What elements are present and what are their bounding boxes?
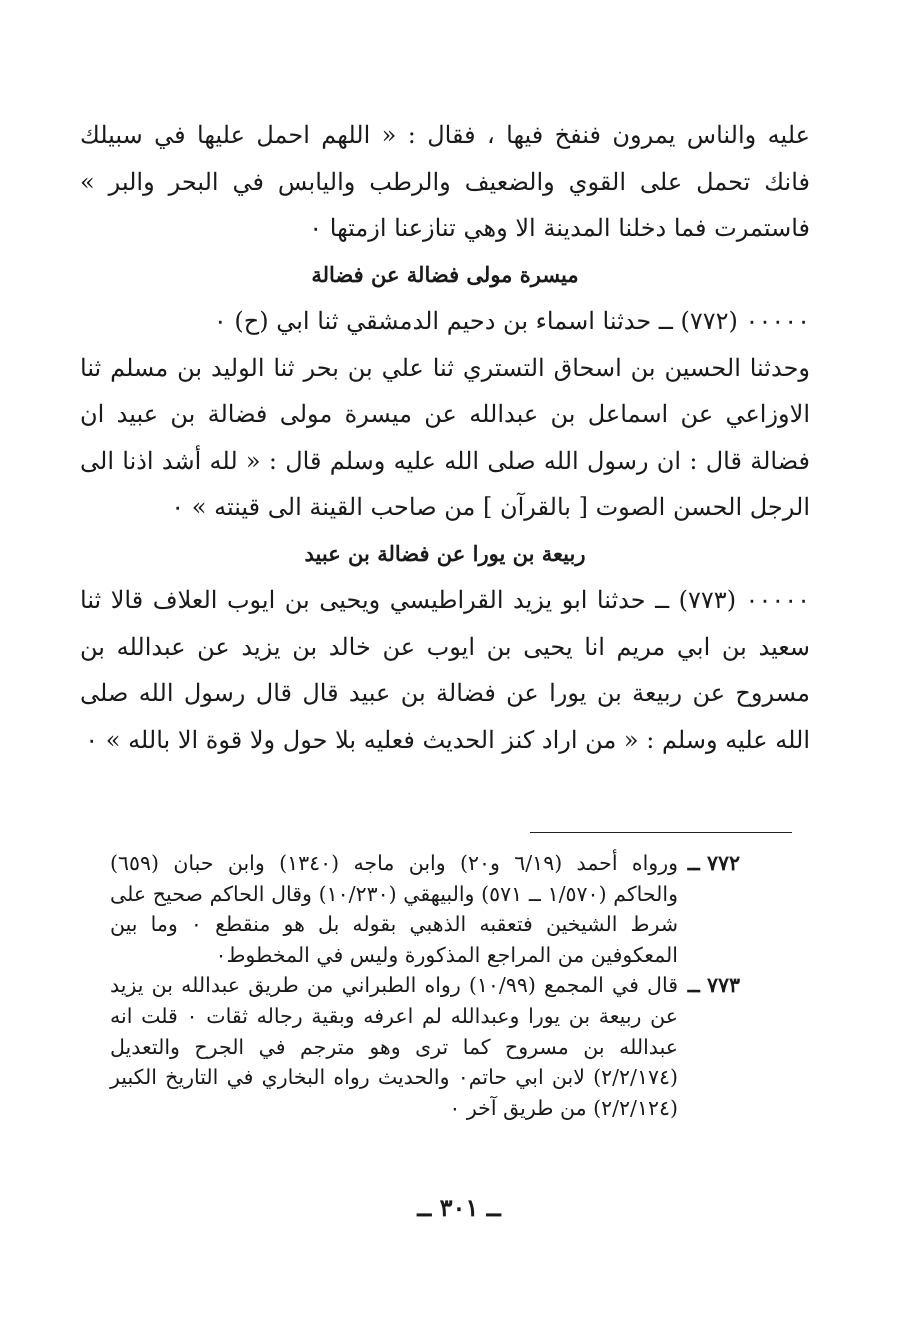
footnote-number: ٧٧٣ ــ bbox=[687, 973, 740, 998]
paragraph-continuation: عليه والناس يمرون فنفخ فيها ، فقال : « اللهم احمل عليها في سبيلك فانك تحمل على القوي والضعيف والرطب واليابس في البحر والبر » فاستمرت فما دخلنا المدينة الا وهي تنازعنا ازمتها ٠ bbox=[80, 121, 810, 242]
hadith-773-text: ٠٠٠٠٠ (٧٧٣) ــ حدثنا ابو يزيد القراطيسي ويحيى بن ايوب العلاف قالا ثنا سعيد بن ابي مريم انا يحيى بن ايوب عن خالد بن يزيد عن عبدالله بن مسروح عن ربيعة بن يورا عن فضالة بن عبيد قال قال رسول الله صلى الله عليه وسلم : « من اراد كنز الحديث فعليه بلا حول ولا قوة الا بالله » ٠ bbox=[80, 586, 810, 754]
footnote-text: قال في المجمع (١٠/٩٩) رواه الطبراني من طريق عبدالله بن يزيد عن ربيعة بن يورا وعبدالله لم اعرفه وبقية رجاله ثقات ٠ قلت انه عبدالله بن مسروح كما ترى وهو مترجم في الجرح والتعديل (٢/٢/١٧٤) لابن ابي حاتم٠ والحديث رواه البخاري في التاريخ الكبير (٢/٢/١٢٤) من طريق آخر ٠ bbox=[110, 973, 678, 1120]
footnote-text: ورواه أحمد (٦/١٩ و٢٠) وابن ماجه (١٣٤٠) وابن حبان (٦٥٩) والحاكم (١/٥٧٠ ــ ٥٧١) والبيهقي (١٠/٢٣٠) وقال الحاكم صحيح على شرط الشيخين فتعقبه الذهبي بقوله بل هو منقطع ٠ وما بين المعكوفين من المراجع المذكورة وليس في المخطوط٠ bbox=[110, 851, 679, 967]
main-text bbox=[80, 112, 810, 763]
section-heading-rabia: ربيعة بن يورا عن فضالة بن عبيد bbox=[304, 540, 586, 566]
footnote-number: ٧٧٢ ــ bbox=[687, 851, 740, 875]
hadith-772-isnad: ٠٠٠٠٠ (٧٧٢) ــ حدثنا اسماء بن دحيم الدمشقي ثنا ابي (ح) ٠ bbox=[213, 307, 810, 335]
footnote-772 bbox=[110, 848, 740, 970]
footnote-separator bbox=[530, 832, 792, 833]
footnote-773 bbox=[110, 970, 740, 1123]
hadith-772-text: وحدثنا الحسين بن اسحاق التستري ثنا علي بن بحر ثنا الوليد بن مسلم ثنا الاوزاعي عن اسماعل بن عبدالله عن ميسرة مولى فضالة بن عبيد ان فضالة قال : ان رسول الله صلى الله عليه وسلم قال : « لله أشد اذنا الى الرجل الحسن الصوت [ بالقرآن ] من صاحب القينة الى قينته » ٠ bbox=[80, 353, 810, 521]
page-number: ــ ٣٠١ ــ bbox=[417, 1193, 501, 1222]
section-heading-maysara: ميسرة مولى فضالة عن فضالة bbox=[311, 261, 579, 287]
footnotes bbox=[110, 848, 740, 1123]
